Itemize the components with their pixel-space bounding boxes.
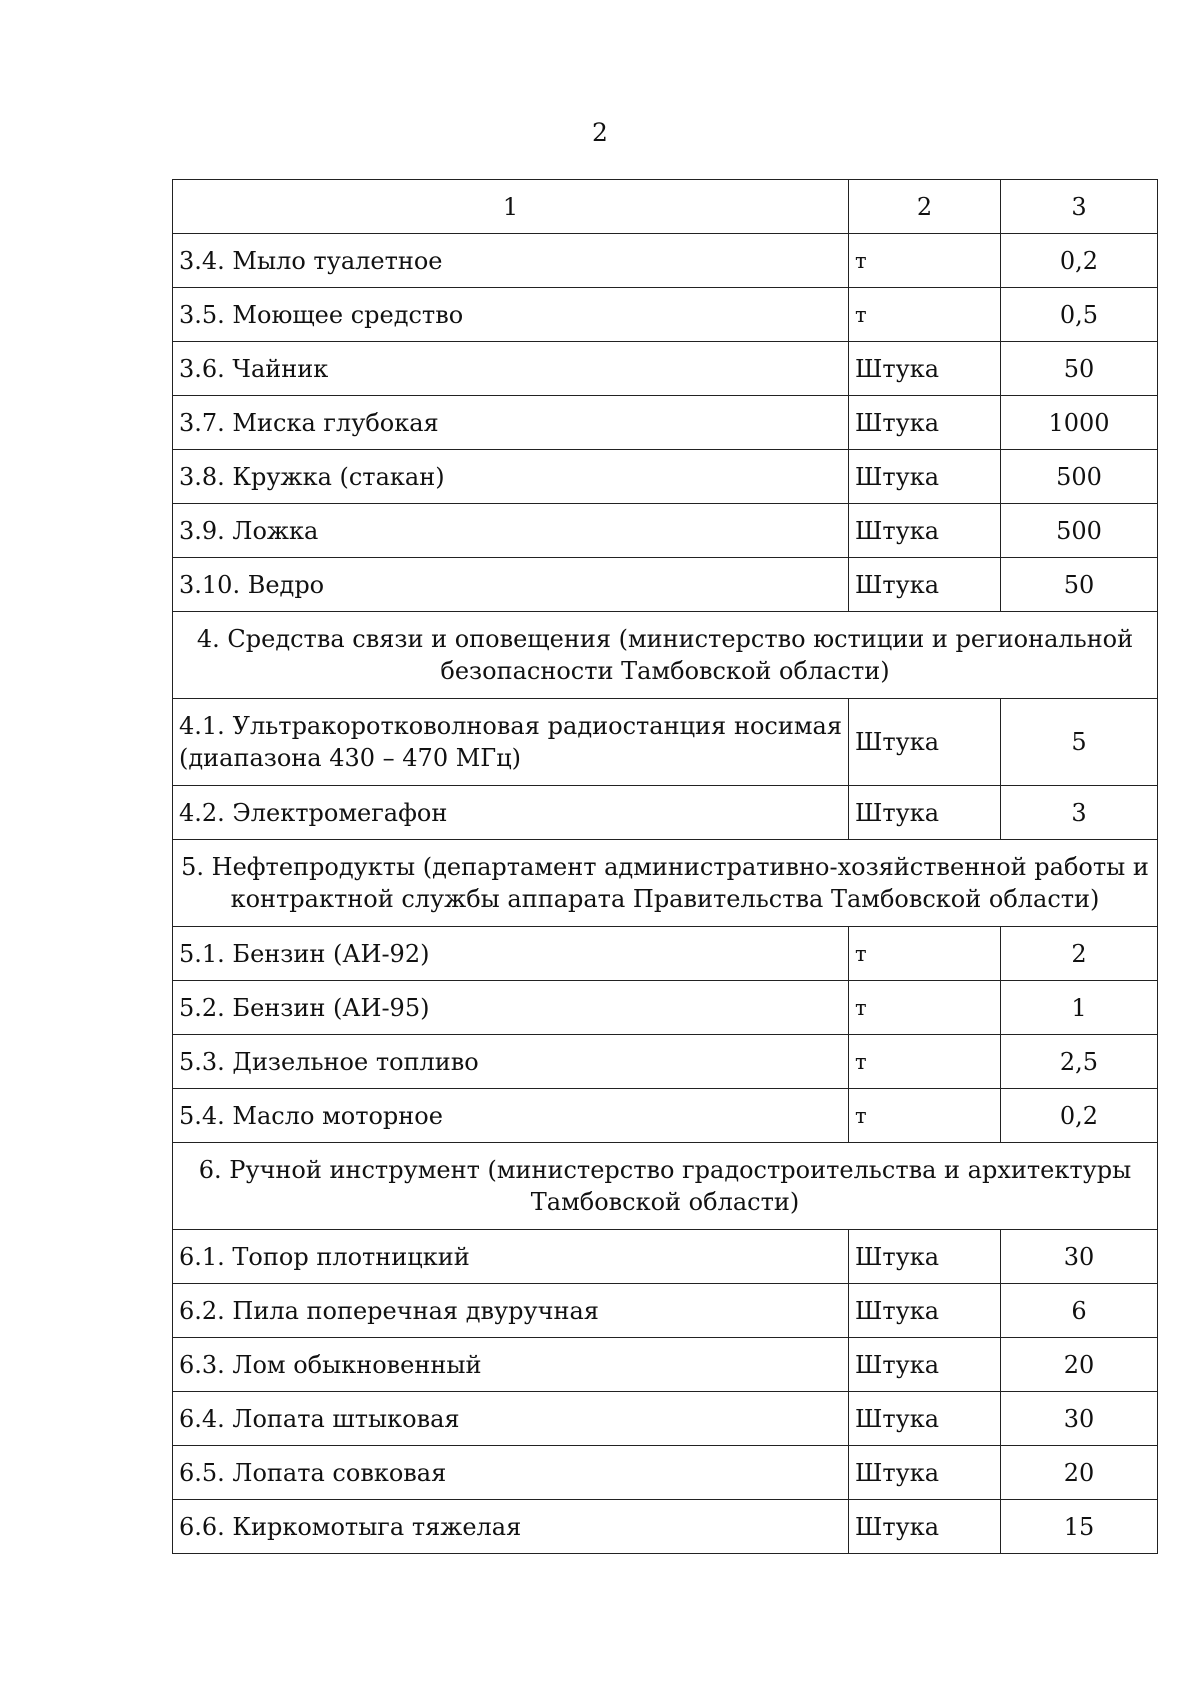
section-heading bbox=[173, 612, 1158, 699]
table-row bbox=[173, 1230, 1158, 1284]
item-qty: 5 bbox=[1001, 699, 1158, 786]
table-row bbox=[173, 1338, 1158, 1392]
table-row bbox=[173, 504, 1158, 558]
section-heading-row bbox=[173, 612, 1158, 699]
item-qty: 50 bbox=[1001, 342, 1158, 396]
item-unit: Штука bbox=[849, 1338, 1001, 1392]
table-row bbox=[173, 981, 1158, 1035]
item-unit: т bbox=[849, 1089, 1001, 1143]
item-unit: Штука bbox=[849, 1392, 1001, 1446]
item-unit: Штука bbox=[849, 396, 1001, 450]
item-name: 4.1. Ультракоротковолновая радиостанция носимая (диапазона 430 – 470 МГц) bbox=[173, 699, 849, 786]
section-heading-row bbox=[173, 840, 1158, 927]
table-row bbox=[173, 927, 1158, 981]
table-header-row bbox=[173, 180, 1158, 234]
item-name: 6.6. Киркомотыга тяжелая bbox=[173, 1500, 849, 1554]
table-row bbox=[173, 288, 1158, 342]
item-name: 3.9. Ложка bbox=[173, 504, 849, 558]
item-qty: 6 bbox=[1001, 1284, 1158, 1338]
header-col-2: 2 bbox=[849, 180, 1001, 234]
item-unit: т bbox=[849, 1035, 1001, 1089]
section-heading-line: контрактной службы аппарата Правительства Тамбовской области) bbox=[230, 885, 1100, 913]
item-name: 6.2. Пила поперечная двуручная bbox=[173, 1284, 849, 1338]
item-name: 3.7. Миска глубокая bbox=[173, 396, 849, 450]
item-qty: 0,2 bbox=[1001, 234, 1158, 288]
item-qty: 500 bbox=[1001, 450, 1158, 504]
section-heading-line: 6. Ручной инструмент (министерство градостроительства и архитектуры bbox=[198, 1156, 1132, 1184]
item-unit: Штука bbox=[849, 786, 1001, 840]
item-name: 6.3. Лом обыкновенный bbox=[173, 1338, 849, 1392]
item-unit: Штука bbox=[849, 558, 1001, 612]
item-unit: Штука bbox=[849, 450, 1001, 504]
item-unit: т bbox=[849, 288, 1001, 342]
table-row bbox=[173, 1500, 1158, 1554]
supplies-table bbox=[172, 179, 1158, 1554]
table-row bbox=[173, 1089, 1158, 1143]
item-qty: 20 bbox=[1001, 1338, 1158, 1392]
item-qty: 20 bbox=[1001, 1446, 1158, 1500]
section-heading bbox=[173, 1143, 1158, 1230]
item-name: 3.8. Кружка (стакан) bbox=[173, 450, 849, 504]
section-heading-line: безопасности Тамбовской области) bbox=[440, 657, 890, 685]
item-qty: 0,2 bbox=[1001, 1089, 1158, 1143]
item-qty: 30 bbox=[1001, 1392, 1158, 1446]
item-unit: т bbox=[849, 927, 1001, 981]
item-name: 6.1. Топор плотницкий bbox=[173, 1230, 849, 1284]
item-name: 3.5. Моющее средство bbox=[173, 288, 849, 342]
item-name: 5.3. Дизельное топливо bbox=[173, 1035, 849, 1089]
item-name: 6.5. Лопата совковая bbox=[173, 1446, 849, 1500]
table-row bbox=[173, 1392, 1158, 1446]
item-name: 6.4. Лопата штыковая bbox=[173, 1392, 849, 1446]
item-unit: Штука bbox=[849, 1230, 1001, 1284]
item-unit: Штука bbox=[849, 1500, 1001, 1554]
section-heading-line: 4. Средства связи и оповещения (министерство юстиции и региональной bbox=[196, 625, 1134, 653]
header-col-1: 1 bbox=[173, 180, 849, 234]
item-qty: 1000 bbox=[1001, 396, 1158, 450]
item-unit: Штука bbox=[849, 1284, 1001, 1338]
table-row bbox=[173, 558, 1158, 612]
item-name: 3.6. Чайник bbox=[173, 342, 849, 396]
page-number: 2 bbox=[592, 118, 608, 147]
section-heading bbox=[173, 840, 1158, 927]
item-qty: 2 bbox=[1001, 927, 1158, 981]
table-row bbox=[173, 342, 1158, 396]
table-row bbox=[173, 234, 1158, 288]
item-qty: 50 bbox=[1001, 558, 1158, 612]
item-qty: 2,5 bbox=[1001, 1035, 1158, 1089]
section-heading-line: 5. Нефтепродукты (департамент административно-хозяйственной работы и bbox=[181, 853, 1149, 881]
item-unit: Штука bbox=[849, 699, 1001, 786]
item-name: 3.4. Мыло туалетное bbox=[173, 234, 849, 288]
item-name: 5.2. Бензин (АИ-95) bbox=[173, 981, 849, 1035]
item-unit: т bbox=[849, 981, 1001, 1035]
item-qty: 30 bbox=[1001, 1230, 1158, 1284]
table-row bbox=[173, 786, 1158, 840]
item-unit: Штука bbox=[849, 342, 1001, 396]
header-col-3: 3 bbox=[1001, 180, 1158, 234]
table-row bbox=[173, 1284, 1158, 1338]
item-name: 4.2. Электромегафон bbox=[173, 786, 849, 840]
item-name: 5.1. Бензин (АИ-92) bbox=[173, 927, 849, 981]
item-qty: 3 bbox=[1001, 786, 1158, 840]
item-qty: 0,5 bbox=[1001, 288, 1158, 342]
item-qty: 15 bbox=[1001, 1500, 1158, 1554]
table-row bbox=[173, 450, 1158, 504]
section-heading-line: Тамбовской области) bbox=[530, 1188, 800, 1216]
item-name: 3.10. Ведро bbox=[173, 558, 849, 612]
item-qty: 500 bbox=[1001, 504, 1158, 558]
table-row bbox=[173, 1035, 1158, 1089]
item-unit: Штука bbox=[849, 504, 1001, 558]
table-row bbox=[173, 396, 1158, 450]
item-unit: Штука bbox=[849, 1446, 1001, 1500]
item-unit: т bbox=[849, 234, 1001, 288]
table-row bbox=[173, 1446, 1158, 1500]
item-name: 5.4. Масло моторное bbox=[173, 1089, 849, 1143]
section-heading-row bbox=[173, 1143, 1158, 1230]
table-row bbox=[173, 699, 1158, 786]
item-qty: 1 bbox=[1001, 981, 1158, 1035]
